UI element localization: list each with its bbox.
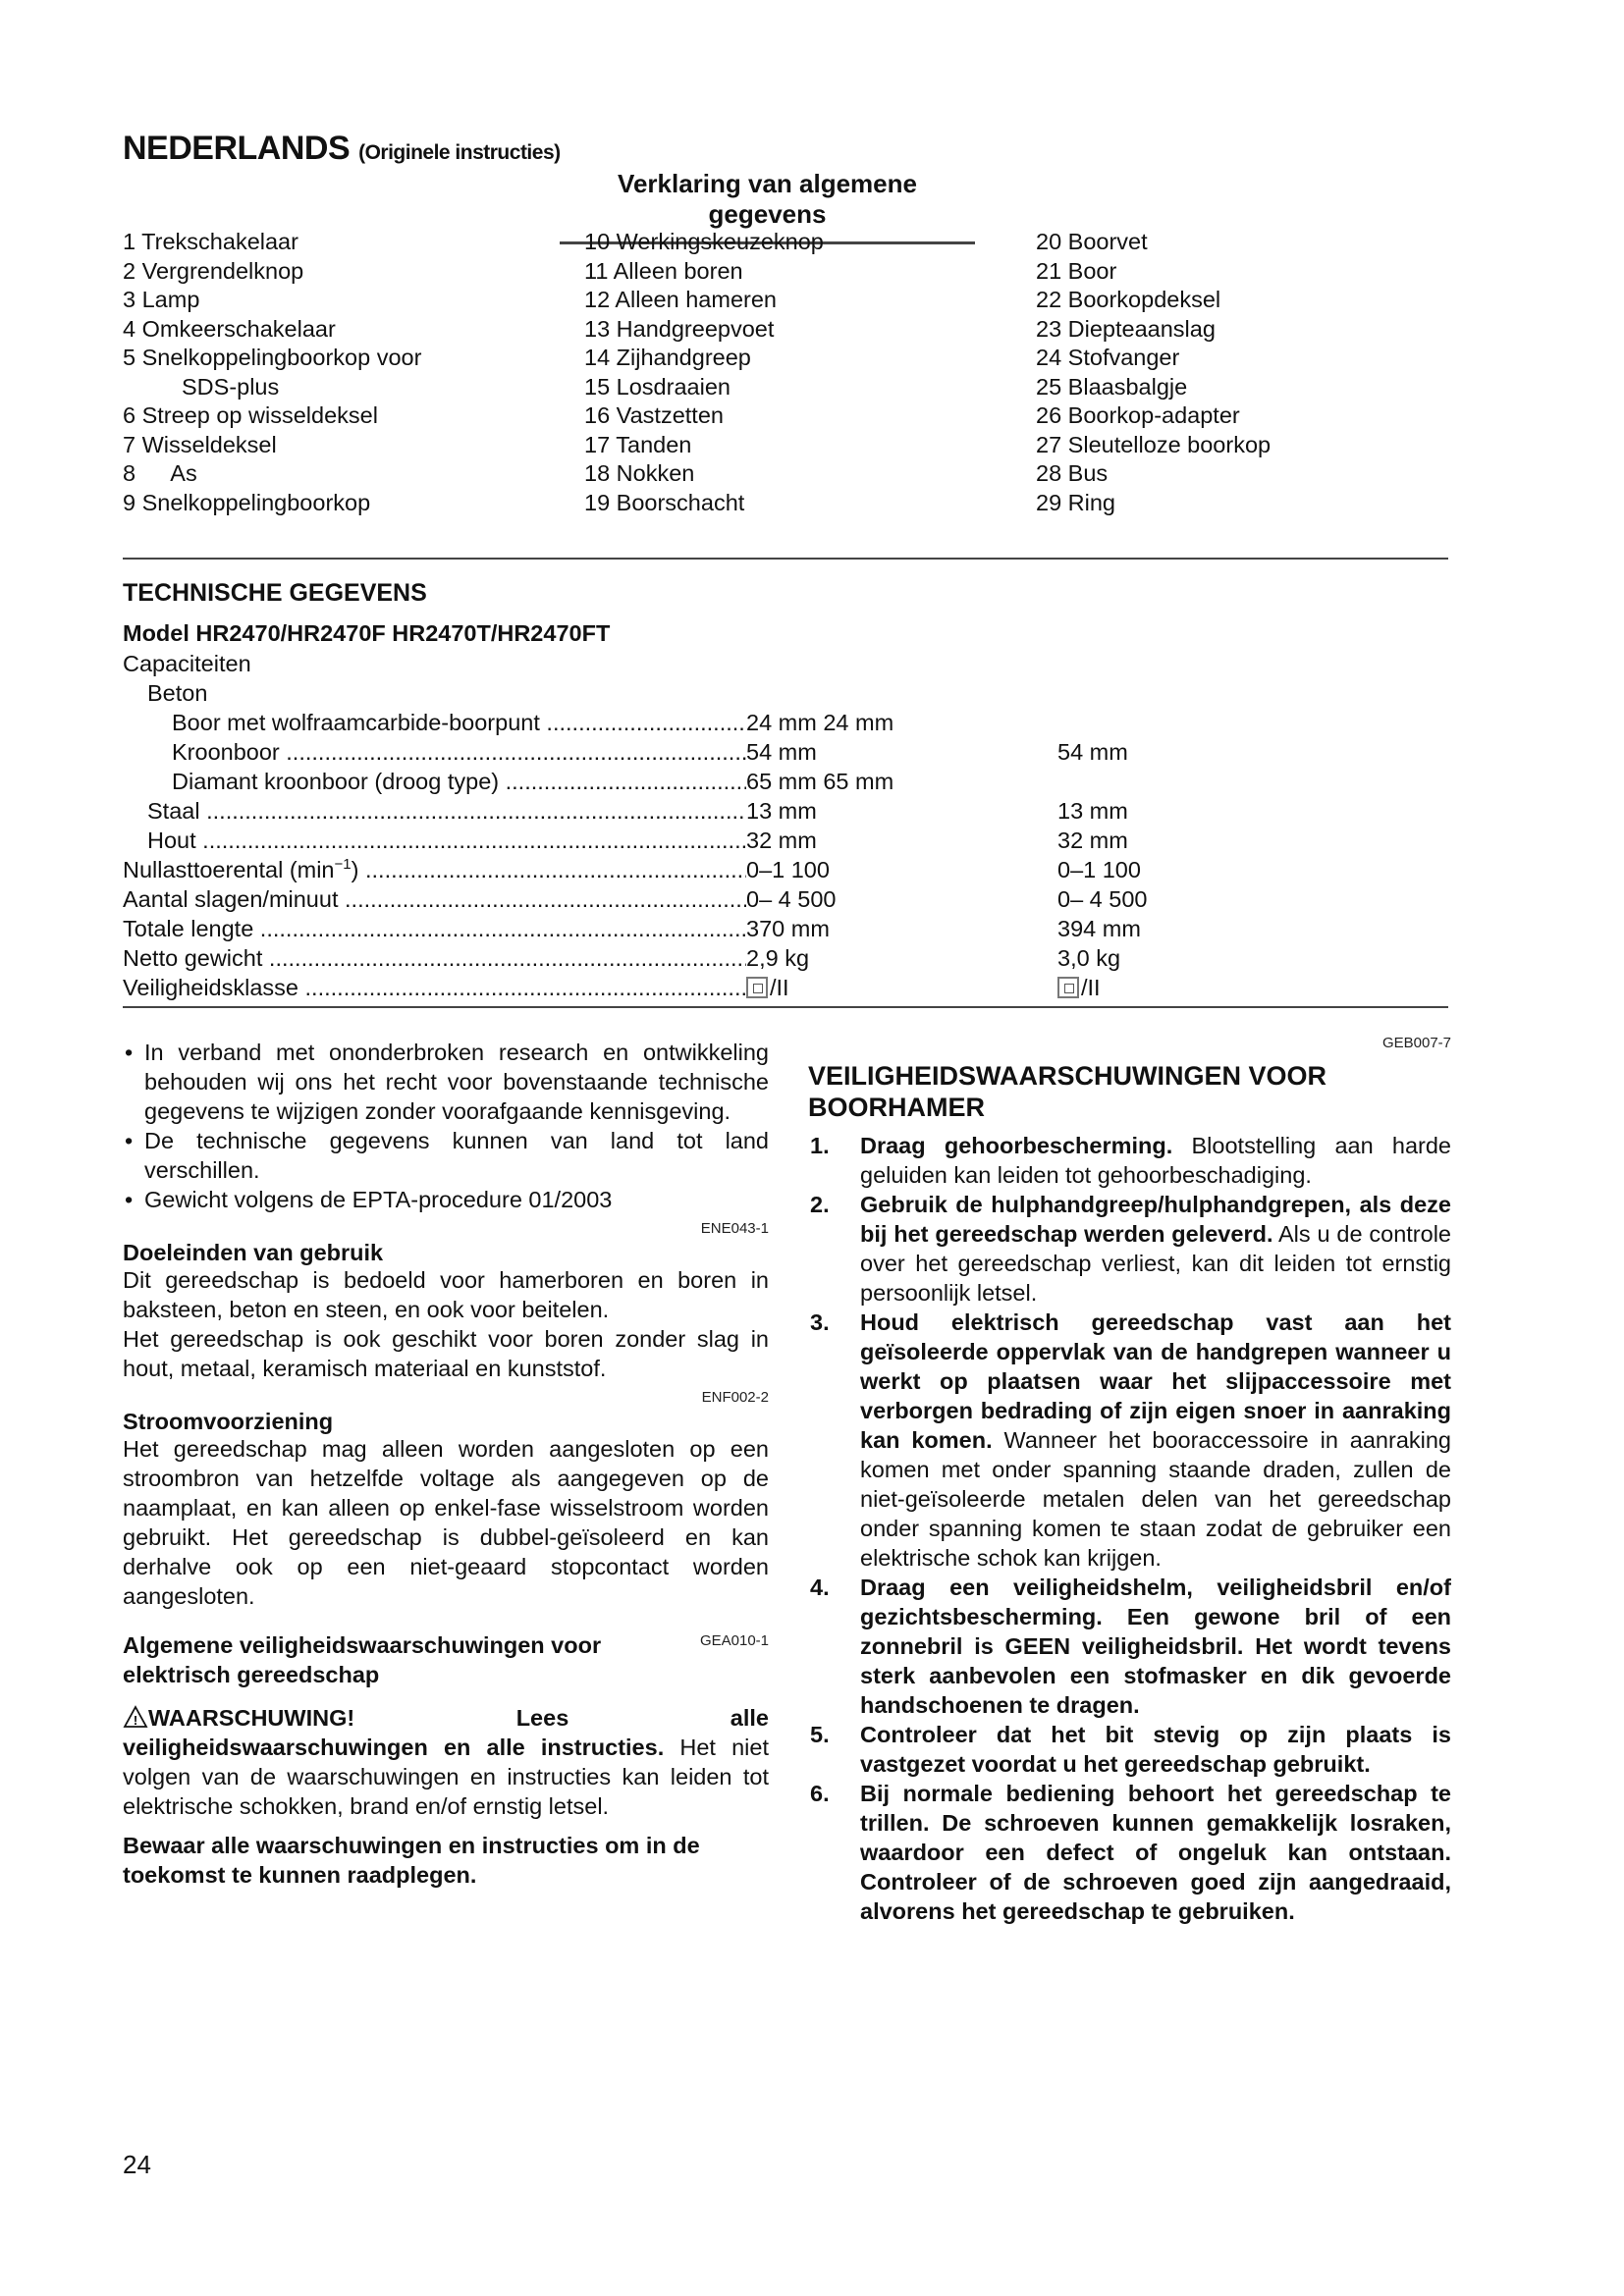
section-code: GEB007-7 [1381,1035,1451,1051]
legend-column-3 [1036,228,1271,517]
spec-value-text: 13 mm [746,798,817,824]
spec-label [123,826,746,855]
spec-value-v1 [746,914,830,943]
spec-value-text: 0– 4 500 [746,886,837,912]
double-insulation-icon [746,977,768,998]
item-bold: Controleer dat het bit stevig op zijn plaats is vastgezet voordat u het gereedschap gebruikt. [860,1722,1451,1777]
spec-label-text: Diamant kroonboor (droog type) [172,769,500,794]
safety-item [808,1720,1451,1779]
legend-item: 24 Stofvanger [1036,345,1180,370]
spec-value-text: 3,0 kg [1057,945,1121,971]
spec-row [123,943,1203,973]
spec-value-text: 32 mm [746,828,817,853]
item-number: 4. [810,1575,830,1600]
item-number: 5. [810,1722,830,1747]
legend-item: 14 Zijhandgreep [584,345,751,370]
double-insulation-icon [1057,977,1079,998]
spec-row [123,737,1203,767]
spec-value-text: 54 mm [1057,739,1128,765]
spec-label [123,884,746,914]
specs-title: TECHNISCHE GEGEVENS [123,579,427,607]
spec-label [123,943,746,973]
language-heading [123,130,561,168]
safety-item [808,1573,1451,1720]
legend-item: 7 Wisseldeksel [123,431,277,457]
legend-title: Verklaring van algemene gegevens [560,169,975,244]
spec-label-text: Kroonboor [172,739,280,765]
legend-column-2 [584,228,824,517]
spec-value-v2 [1057,884,1147,914]
legend-item: 13 Handgreepvoet [584,315,775,342]
spec-label-text: Boor met wolfraamcarbide-boorpunt [172,710,540,735]
legend-item: 1 Trekschakelaar [123,229,298,254]
legend-item: 16 Vastzetten [584,402,724,428]
spec-row [123,914,1203,943]
spec-row [123,767,1203,796]
spec-value-text: /II [770,975,789,1000]
item-bold: Draag gehoorbescherming. [860,1133,1173,1158]
legend-item: 29 Ring [1036,489,1115,515]
spec-value-v1 [746,737,817,767]
legend-item: 17 Tanden [584,431,692,457]
legend-column-1 [123,228,421,517]
warning-bold: WAARSCHUWING! Lees alle veiligheidswaarschuwingen en alle instructies. [123,1705,769,1760]
legend-item: 10 Werkingskeuzeknop [584,229,824,254]
capacities-label: Capaciteiten [123,651,251,676]
legend-item: 26 Boorkop-adapter [1036,402,1240,428]
warning-paragraph [123,1703,769,1821]
safety-item [808,1131,1451,1190]
spec-value-v2 [1057,855,1141,884]
legend-item: 8 As [123,460,197,486]
spec-value-v1 [746,943,809,973]
specs-table [123,649,1203,1002]
legend-item: 15 Losdraaien [584,373,731,400]
item-number: 3. [810,1309,830,1335]
item-bold: Houd elektrisch gereedschap vast aan het geïsoleerde oppervlak van de handgrepen wanneer u werkt op plaatsen waar het slijpaccessoire met verborgen bedrading of zijn eigen snoer in aanraking kan komen. [860,1309,1451,1453]
power-paragraph: Het gereedschap mag alleen worden aangesloten op een stroombron van hetzelfde voltage als aangegeven op de naamplaat, en kan alleen op enkel-fase wisselstroom worden gebruikt. Het gereedschap is dubbel-geïsoleerd en kan derhalve ook op een niet-geaard stopcontact worden aangesloten. [123,1436,769,1609]
spec-label-text: Hout [147,828,196,853]
spec-value-text: 32 mm [1057,828,1128,853]
spec-row [123,884,1203,914]
spec-label [123,737,746,767]
legend-item: 19 Boorschacht [584,489,745,515]
spec-label [123,855,746,884]
warning-text: Het niet volgen van de waarschuwingen en instructies kan leiden tot elektrische schokken, brand en/of ernstig letsel. [123,1735,769,1819]
spec-label [123,708,746,737]
spec-label-text: Netto gewicht [123,945,263,971]
spec-value-v2 [1057,914,1141,943]
right-column [808,1033,1451,1926]
spec-label-text: Veiligheidsklasse [123,975,298,1000]
use-paragraph: Dit gereedschap is bedoeld voor hamerboren en boren in baksteen, beton en steen, en ook voor beitelen. [123,1267,769,1322]
item-text: Als u de controle over het gereedschap verliest, kan dit leiden tot ernstig persoonlijk letsel. [860,1221,1451,1306]
legend-item: 18 Nokken [584,460,695,486]
spec-row [123,826,1203,855]
general-heading [123,1630,769,1689]
legend-item: 2 Vergrendelknop [123,257,304,284]
legend-item: 28 Bus [1036,460,1109,486]
legend-item: 22 Boorkopdeksel [1036,287,1221,312]
svg-text:!: ! [133,1713,138,1728]
spec-value-text: 13 mm [1057,798,1128,824]
item-bold: Gebruik de hulphandgreep/hulphandgrepen, als deze bij het gereedschap werden geleverd. [860,1192,1451,1247]
spec-value-v1 [746,884,836,914]
spec-value-text: 394 mm [1057,916,1141,941]
spec-value-v1 [746,855,830,884]
concrete-label: Beton [147,680,208,706]
spec-row [123,796,1203,826]
legend-item: 20 Boorvet [1036,229,1148,254]
spec-row [123,973,1203,1002]
spec-value-text: 2,9 kg [746,945,810,971]
spec-label-sup: −1 [334,856,352,874]
spec-value-text: 54 mm [746,739,817,765]
spec-value-v1 [746,708,893,737]
item-number: 2. [810,1192,830,1217]
divider [123,558,1448,560]
spec-label [123,914,746,943]
language-title: NEDERLANDS [123,130,351,167]
safety-title: VEILIGHEIDSWAARSCHUWINGEN VOOR BOORHAMER [808,1061,1327,1122]
warning-triangle-icon [123,1705,148,1729]
item-bold: Bij normale bediening behoort het gereedschap te trillen. De schroeven kunnen gemakkelijk losraken, waardoor een defect of ongeluk kan ontstaan. Controleer of de schroeven goed zijn aangedraaid, alvorens het gereedschap te gebruiken. [860,1781,1451,1924]
spec-value-v2 [1057,973,1101,1002]
spec-value-text: 24 mm 24 mm [746,710,894,735]
spec-label-text: Nullasttoerental (min [123,857,335,882]
spec-label [123,767,746,796]
legend-item: 5 Snelkoppelingboorkop voor [123,345,422,370]
spec-label [123,796,746,826]
legend-item: 4 Omkeerschakelaar [123,315,336,342]
power-title: Stroomvoorziening [123,1409,334,1434]
legend-item: 3 Lamp [123,287,200,312]
legend-item: 9 Snelkoppelingboorkop [123,489,371,515]
legend-item: SDS-plus [182,373,280,400]
language-subtitle: (Originele instructies) [358,141,561,164]
item-text: Wanneer het booraccessoire in aanraking komen met onder spanning staande draden, zullen de niet-geïsoleerde metalen delen van het gereedschap onder spanning komen te staan zodat de gebruiker een elektrische schok kan krijgen. [860,1427,1451,1571]
spec-value-v1 [746,973,789,1002]
spec-label-end: ) [351,857,359,882]
spec-value-v1 [746,767,893,796]
legend-item: 27 Sleutelloze boorkop [1036,431,1272,457]
spec-row [123,708,1203,737]
spec-value-text: 0– 4 500 [1057,886,1148,912]
item-text: Blootstelling aan harde geluiden kan leiden tot gehoorbeschadiging. [860,1133,1451,1188]
spec-value-text: /II [1081,975,1101,1000]
legend-item: 21 Boor [1036,257,1117,284]
item-bold: Draag een veiligheidshelm, veiligheidsbril en/of gezichtsbescherming. Een gewone bril of een zonnebril is GEEN veiligheidsbril. Het wordt tevens sterk aanbevolen een stofmasker en dik gevoerde handschoenen te dragen. [860,1575,1451,1718]
legend-item: 25 Blaasbalgje [1036,373,1188,400]
spec-value-text: 370 mm [746,916,830,941]
item-number: 6. [810,1781,830,1806]
item-number: 1. [810,1133,830,1158]
safety-item [808,1779,1451,1926]
spec-label-text: Staal [147,798,200,824]
bullet: • In verband met ononderbroken research en ontwikkeling behouden wij ons het recht voor bovenstaande technische gegevens te wijzigen zonder voorafgaande kennisgeving. [123,1038,769,1126]
model-line: Model HR2470/HR2470F HR2470T/HR2470FT [123,620,611,646]
left-column [123,1038,769,1890]
bullet: • Gewicht volgens de EPTA-procedure 01/2003 [123,1185,769,1214]
spec-value-v1 [746,826,817,855]
use-paragraph: Het gereedschap is ook geschikt voor boren zonder slag in hout, metaal, keramisch materiaal en kunststof. [123,1326,769,1381]
spec-value-v2 [1057,737,1128,767]
spec-value-text: 0–1 100 [1057,857,1141,882]
section-code: ENF002-2 [701,1389,769,1406]
bullet: • De technische gegevens kunnen van land tot land verschillen. [123,1126,769,1185]
section-code: ENE043-1 [700,1220,769,1237]
spec-value-v2 [1057,826,1128,855]
legend-item: 12 Alleen hameren [584,287,777,312]
spec-label [123,973,746,1002]
spec-value-v1 [746,796,817,826]
section-code: GEA010-1 [699,1632,769,1649]
safety-item [808,1308,1451,1573]
spec-value-text: 65 mm 65 mm [746,769,894,794]
spec-row [123,855,1203,884]
spec-label-text: Aantal slagen/minuut [123,886,339,912]
page-number: 24 [123,2150,151,2179]
legend-item: 6 Streep op wisseldeksel [123,402,378,428]
spec-value-v2 [1057,796,1128,826]
general-title: Algemene veiligheidswaarschuwingen voor elektrisch gereedschap [123,1632,602,1687]
use-title: Doeleinden van gebruik [123,1240,384,1265]
spec-value-v2 [1057,943,1120,973]
keep-instructions: Bewaar alle waarschuwingen en instructies om in de toekomst te kunnen raadplegen. [123,1833,700,1888]
safety-item [808,1190,1451,1308]
spec-value-text: 0–1 100 [746,857,830,882]
divider [123,1006,1448,1008]
legend-item: 23 Diepteaanslag [1036,315,1216,342]
spec-label-text: Totale lengte [123,916,254,941]
legend-item: 11 Alleen boren [584,257,743,284]
